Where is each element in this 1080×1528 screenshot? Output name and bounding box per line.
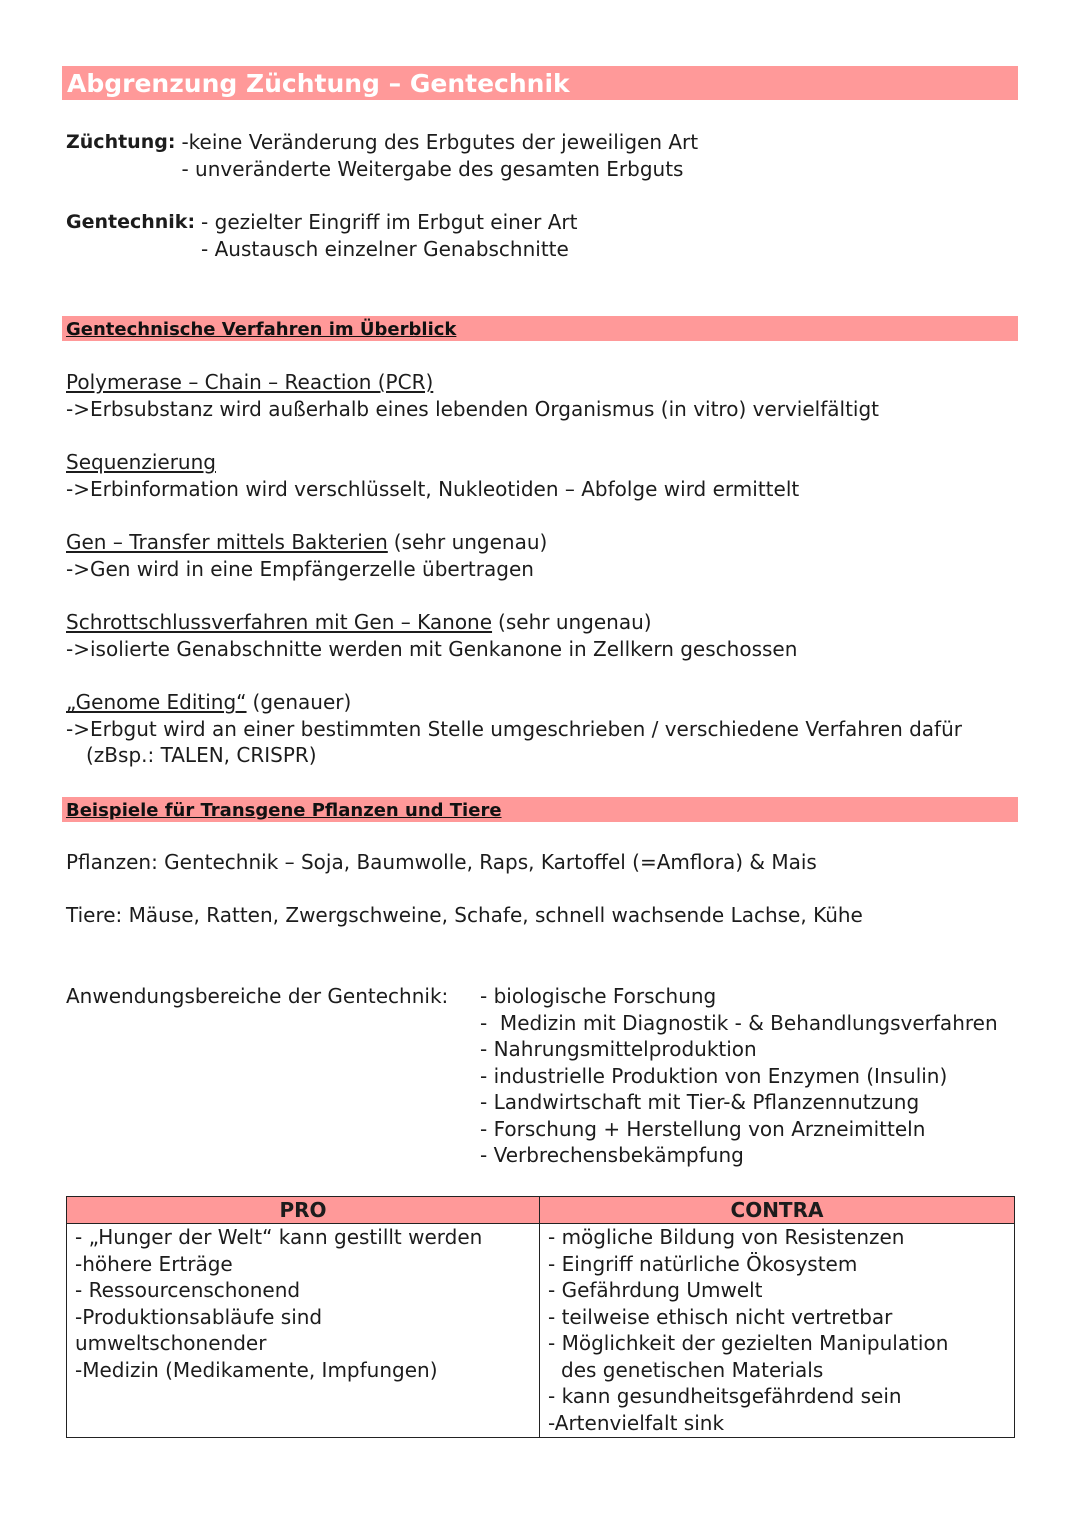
list-item: - industrielle Produktion von Enzymen (Insulin) xyxy=(480,1063,948,1088)
contra-item: - teilweise ethisch nicht vertretbar xyxy=(548,1304,893,1329)
procedure-description: ->Erbgut wird an einer bestimmten Stelle umgeschrieben / verschiedene Verfahren dafür xyxy=(66,716,962,741)
contra-item: - Eingriff natürliche Ökosystem xyxy=(548,1251,858,1276)
pro-item: -Medizin (Medikamente, Impfungen) xyxy=(75,1357,438,1382)
page-title: Abgrenzung Züchtung – Gentechnik xyxy=(67,69,570,98)
contra-header: CONTRA xyxy=(540,1197,1014,1224)
list-item: - Landwirtschaft mit Tier-& Pflanzennutzung xyxy=(480,1090,920,1114)
examples-animals: Tiere: Mäuse, Ratten, Zwergschweine, Schafe, schnell wachsende Lachse, Kühe xyxy=(66,903,863,927)
procedure-description: (zBsp.: TALEN, CRISPR) xyxy=(86,743,317,767)
definition-line: - gezielter Eingriff im Erbgut einer Art xyxy=(201,210,578,234)
section-title: Gentechnische Verfahren im Überblick xyxy=(66,319,457,340)
procedure-gene-gun xyxy=(66,609,797,662)
procedure-description: ->isolierte Genabschnitte werden mit Genkanone in Zellkern geschossen xyxy=(66,636,798,661)
contra-item: - kann gesundheitsgefährdend sein xyxy=(548,1384,902,1408)
procedure-gene-transfer xyxy=(66,529,547,582)
definition-lines xyxy=(181,129,698,182)
applications-list xyxy=(480,983,998,1169)
procedure-note: (sehr ungenau) xyxy=(498,610,652,634)
list-item: - Forschung + Herstellung von Arzneimitteln xyxy=(480,1116,926,1141)
pro-item: umweltschonender xyxy=(75,1331,267,1355)
procedure-genome-editing xyxy=(66,689,962,769)
definition-gentechnik xyxy=(66,209,577,262)
definition-label: Gentechnik: xyxy=(66,211,196,233)
procedure-description: ->Erbinformation wird verschlüsselt, Nukleotiden – Abfolge wird ermittelt xyxy=(66,476,800,501)
procedure-name: Sequenzierung xyxy=(66,450,216,474)
procedure-description: ->Erbsubstanz wird außerhalb eines lebenden Organismus (in vitro) vervielfältigt xyxy=(66,396,880,421)
contra-item: des genetischen Materials xyxy=(561,1357,824,1382)
applications xyxy=(66,983,998,1169)
definition-lines xyxy=(201,209,577,262)
pro-item: - Ressourcenschonend xyxy=(75,1278,301,1302)
pro-contra-table xyxy=(66,1196,1015,1438)
contra-cell xyxy=(540,1224,1014,1437)
definition-line: - Austausch einzelner Genabschnitte xyxy=(201,236,569,261)
section-title: Beispiele für Transgene Pflanzen und Tiere xyxy=(66,800,502,821)
section-heading-procedures xyxy=(62,316,1018,341)
definition-zuechtung xyxy=(66,129,698,182)
definition-line: - unveränderte Weitergabe des gesamten Erbguts xyxy=(181,156,684,181)
procedure-name: Gen – Transfer mittels Bakterien xyxy=(66,530,388,554)
applications-label: Anwendungsbereiche der Gentechnik: xyxy=(66,984,449,1008)
list-item: - Medizin mit Diagnostik - & Behandlungsverfahren xyxy=(480,1010,998,1035)
contra-item: - mögliche Bildung von Resistenzen xyxy=(548,1225,905,1249)
procedure-pcr xyxy=(66,369,879,422)
title-bar xyxy=(62,66,1018,100)
procedure-name: Polymerase – Chain – Reaction (PCR) xyxy=(66,370,434,394)
pro-item: -höhere Erträge xyxy=(75,1251,233,1276)
pro-header: PRO xyxy=(67,1197,540,1224)
examples-plants: Pflanzen: Gentechnik – Soja, Baumwolle, Raps, Kartoffel (=Amflora) & Mais xyxy=(66,850,817,874)
procedure-note: (sehr ungenau) xyxy=(393,530,548,554)
procedure-name: „Genome Editing“ xyxy=(66,690,247,714)
procedure-sequencing xyxy=(66,449,799,502)
procedure-note: (genauer) xyxy=(252,690,352,714)
contra-item: - Möglichkeit der gezielten Manipulation xyxy=(548,1331,949,1355)
list-item: - Verbrechensbekämpfung xyxy=(480,1143,744,1167)
list-item: - biologische Forschung xyxy=(480,984,717,1008)
pro-cell xyxy=(67,1224,540,1437)
list-item: - Nahrungsmittelproduktion xyxy=(480,1037,757,1061)
procedure-name: Schrottschlussverfahren mit Gen – Kanone xyxy=(66,610,493,634)
contra-item: -Artenvielfalt sink xyxy=(548,1410,725,1435)
pro-item: - „Hunger der Welt“ kann gestillt werden xyxy=(75,1225,483,1249)
pro-item: -Produktionsabläufe sind xyxy=(75,1304,323,1329)
contra-item: - Gefährdung Umwelt xyxy=(548,1278,763,1302)
section-heading-examples xyxy=(62,797,1018,822)
definition-label: Züchtung: xyxy=(66,131,176,153)
procedure-description: ->Gen wird in eine Empfängerzelle übertragen xyxy=(66,556,534,581)
definition-line: -keine Veränderung des Erbgutes der jeweiligen Art xyxy=(181,130,699,154)
